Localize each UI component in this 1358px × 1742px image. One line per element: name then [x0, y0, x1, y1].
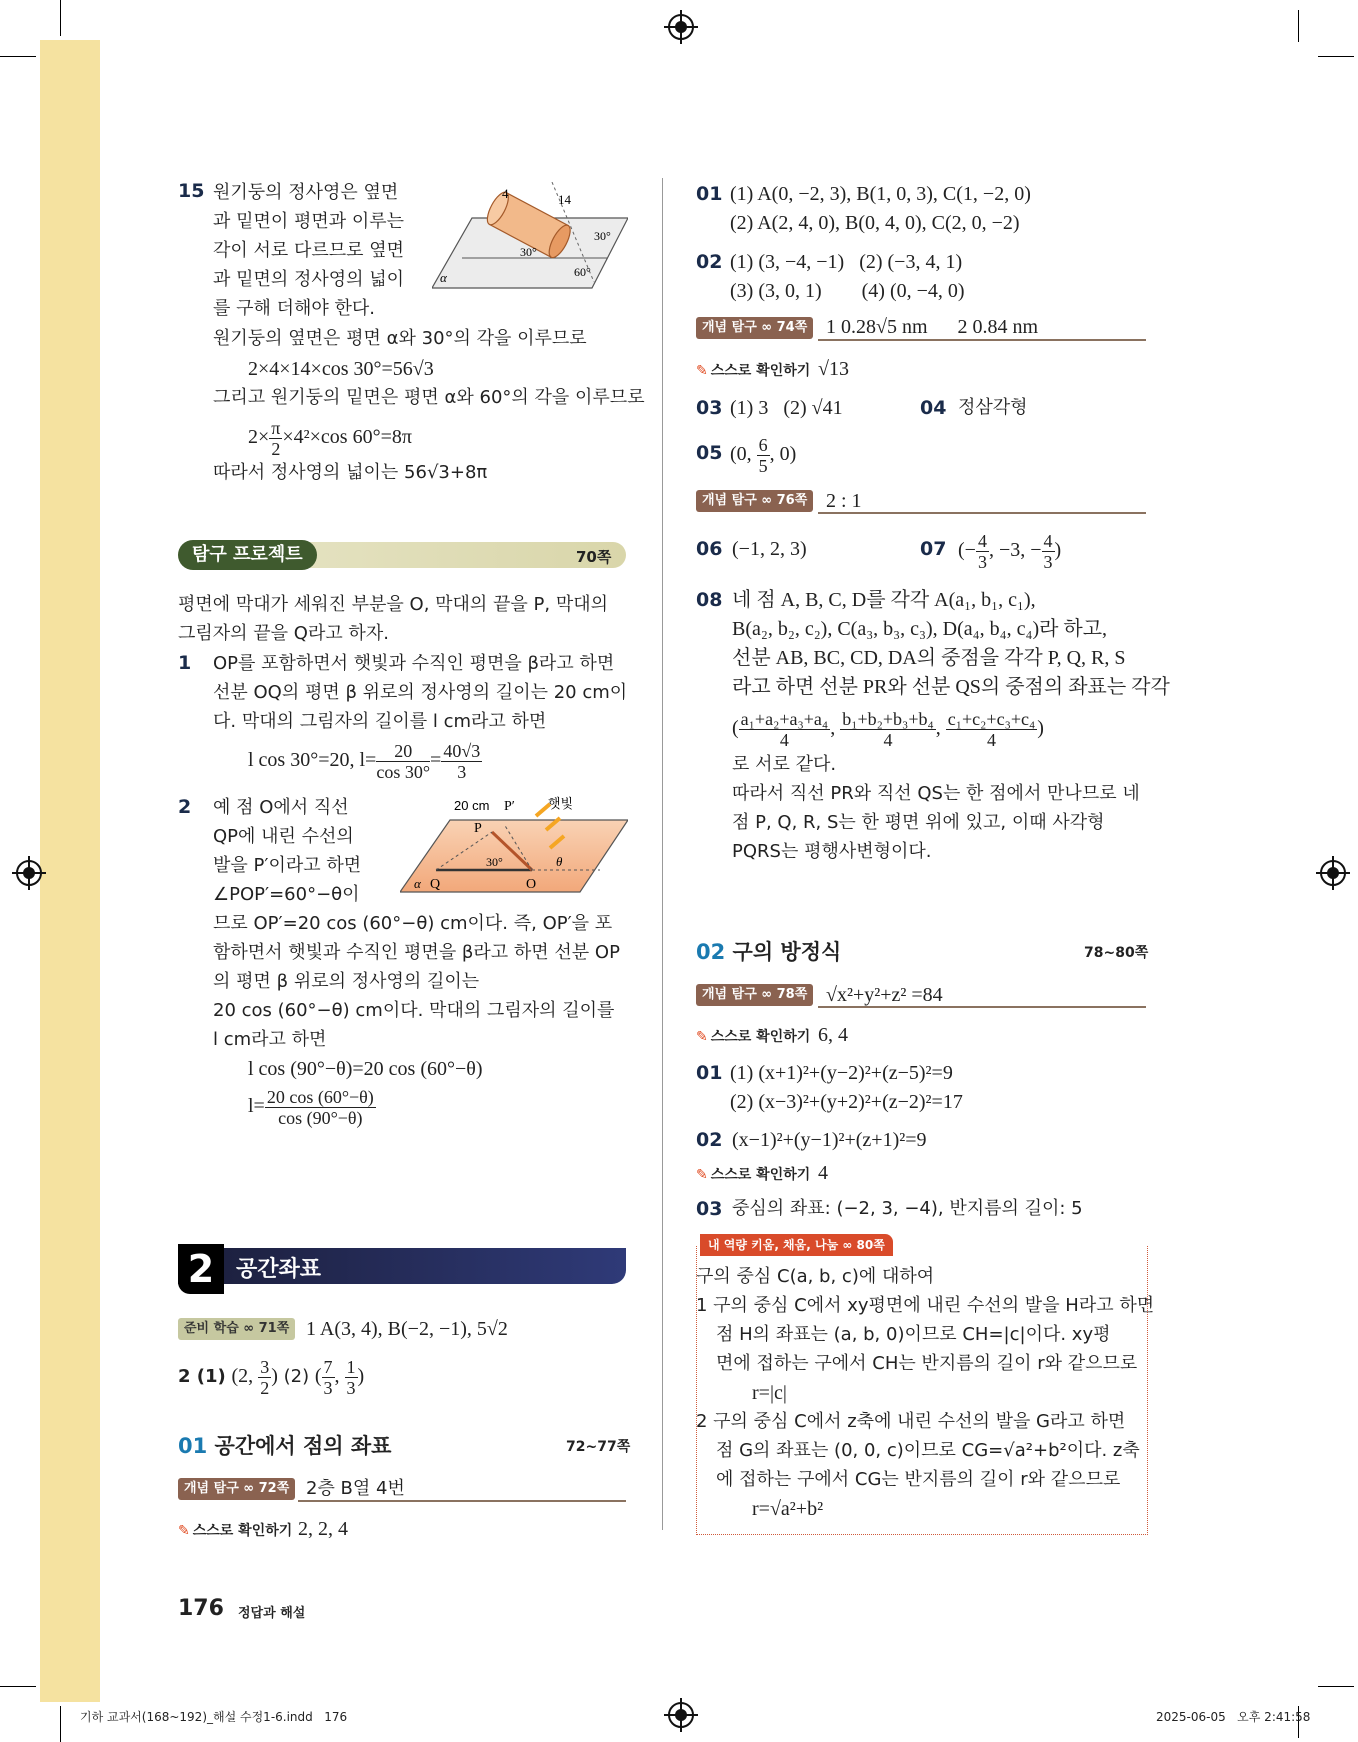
- pencil-icon: ✎: [178, 1523, 190, 1539]
- cylinder-figure: [432, 182, 628, 290]
- self-check: ✎ 스스로 확인하기: [696, 1029, 811, 1045]
- answer-line: (1) A(0, −2, 3), B(1, 0, 3), C(1, −2, 0): [730, 183, 1031, 205]
- fig-label: α: [440, 270, 447, 285]
- answer-line: 중심의 좌표: (−2, 3, −4), 반지름의 길이: 5: [732, 1198, 1083, 1219]
- answer-number: 01: [696, 183, 723, 205]
- answer-line: (1) (x+1)²+(y−2)²+(z−5)²=9: [730, 1062, 953, 1084]
- fig-label: 60°: [574, 265, 591, 279]
- box-line: 2 구의 중심 C에서 z축에 내린 수선의 발을 G라고 하면: [696, 1411, 1126, 1432]
- fig-label: 4: [502, 186, 509, 201]
- self-check: ✎ 스스로 확인하기: [696, 1167, 811, 1183]
- answer-number: 06: [696, 538, 723, 560]
- project-page: 70쪽: [576, 548, 612, 566]
- fig-label: 햇빛: [548, 796, 574, 811]
- p15-line: 원기둥의 옆면은 평면 α와 30°의 각을 이루므로: [213, 328, 587, 349]
- fig-label: 30°: [520, 245, 537, 259]
- footer-text: 정답과 해설: [238, 1606, 306, 1621]
- answer-line: PQRS는 평행사변형이다.: [732, 841, 932, 862]
- fig-label: 30°: [594, 229, 611, 243]
- p1-line: 다. 막대의 그림자의 길이를 l cm라고 하면: [213, 711, 547, 732]
- answer-number: 07: [920, 538, 947, 560]
- answer-number: 05: [696, 442, 723, 464]
- p2-line: 의 평면 β 위로의 정사영의 길이는: [213, 971, 480, 992]
- crop-mark: [60, 1706, 61, 1742]
- p2-line: 예 점 O에서 직선: [213, 797, 349, 818]
- self-check-answer: 4: [818, 1162, 828, 1184]
- margin-band: [40, 40, 100, 1702]
- box-line: r=√a²+b²: [752, 1498, 824, 1520]
- answer-line: (1) 3 (2) √41: [730, 397, 843, 419]
- answer-line: (−1, 2, 3): [732, 538, 807, 560]
- column-divider: [662, 178, 663, 1530]
- problem-number: 2: [178, 796, 192, 818]
- section-pages: 72~77쪽: [566, 1439, 631, 1455]
- crop-mark: [60, 0, 61, 36]
- concept-badge: 개념 탐구 ∞ 72쪽: [178, 1478, 295, 1500]
- fig-label: α: [414, 876, 421, 891]
- prep-answer: 1 A(3, 4), B(−2, −1), 5√2: [306, 1318, 508, 1340]
- page-number: 176: [178, 1596, 224, 1621]
- project-intro: 평면에 막대가 세워진 부분을 O, 막대의 끝을 P, 막대의: [178, 594, 608, 615]
- box-line: 점 G의 좌표는 (0, 0, c)이므로 CG=√a²+b²이다. z축: [716, 1440, 1140, 1461]
- pencil-icon: ✎: [696, 363, 708, 379]
- p2-line: 함하면서 햇빛과 수직인 평면을 β라고 하면 선분 OP: [213, 942, 620, 963]
- answer-line: 로 서로 같다.: [732, 754, 837, 775]
- p2-line: 므로 OP′=20 cos (60°−θ) cm이다. 즉, OP′을 포: [213, 913, 613, 934]
- p15-eq: 2×4×14×cos 30°=56√3: [248, 358, 434, 380]
- self-check: ✎ 스스로 확인하기: [178, 1523, 293, 1539]
- answer-line: 따라서 직선 PR와 직선 QS는 한 점에서 만나므로 네: [732, 783, 1140, 804]
- concept-badge: 개념 탐구 ∞ 76쪽: [696, 490, 813, 512]
- box-line: 면에 접하는 구에서 CH는 반지름의 길이 r와 같으므로: [716, 1353, 1138, 1374]
- answer-number: 03: [696, 397, 723, 419]
- answer-line: B(a₂, b₂, c₂), C(a₃, b₃, c₃), D(a₄, b₄, c₄)라 하고,: [732, 618, 1108, 640]
- box-line: 구의 중심 C(a, b, c)에 대하여: [696, 1266, 935, 1287]
- chapter-title: 공간좌표: [236, 1257, 322, 1282]
- concept-answer: √x²+y²+z² =84: [826, 984, 943, 1006]
- registration-mark-icon: [668, 1702, 694, 1728]
- concept-badge: 개념 탐구 ∞ 74쪽: [696, 317, 813, 339]
- p1-eq: l cos 30°=20, l= $\frac{20}{\cos 30^\circ}$ = $\frac{40√3}{3}$: [248, 740, 481, 782]
- p2-line: 발을 P′이라고 하면: [213, 855, 362, 876]
- fig-label: O: [526, 877, 537, 892]
- project-intro: 그림자의 끝을 Q라고 하자.: [178, 623, 389, 644]
- fig-label: Q: [430, 877, 441, 892]
- answer-line: 네 점 A, B, C, D를 각각 A(a₁, b₁, c₁),: [732, 589, 1036, 611]
- fig-label: θ: [556, 854, 563, 869]
- p1-line: 선분 OQ의 평면 β 위로의 정사영의 길이는 20 cm이: [213, 682, 628, 703]
- problem-number: 15: [178, 180, 205, 202]
- slug-file: 기하 교과서(168~192)_해설 수정1-6.indd 176: [80, 1710, 348, 1724]
- p1-line: OP를 포함하면서 햇빛과 수직인 평면을 β라고 하면: [213, 653, 615, 674]
- crop-mark: [1318, 1686, 1354, 1687]
- p2-eq: l cos (90°−θ)=20 cos (60°−θ): [248, 1058, 483, 1080]
- capability-title: 내 역량 키움, 채움, 나눔 ∞ 80쪽: [700, 1234, 893, 1256]
- chapter-number: 2: [178, 1244, 224, 1294]
- answer-number: 08: [696, 589, 723, 611]
- box-line: 1 구의 중심 C에서 xy평면에 내린 수선의 발을 H라고 하면: [696, 1295, 1155, 1316]
- answer-line: (0, $\frac{6}{5}$ , 0): [730, 434, 797, 476]
- answer-number: 02: [696, 1129, 723, 1151]
- prep-answer: 2 (1) (2, $\frac{3}{2}$ ) (2) ( $\frac{7}{3}$ , $\frac{1}{3}$ ): [178, 1356, 365, 1398]
- answer-line: (− $\frac{4}{3}$ , −3, − $\frac{4}{3}$ ): [958, 530, 1062, 572]
- box-line: r=|c|: [752, 1382, 787, 1404]
- section-title: 02 구의 방정식: [696, 940, 842, 964]
- prep-badge: 준비 학습 ∞ 71쪽: [178, 1318, 295, 1340]
- section-pages: 78~80쪽: [1084, 945, 1149, 961]
- answer-line: ( $\frac{\text{a₁+a₂+a₃+a₄}}{4}$ , $\frac{\text{b₁+b₂+b₃+b₄}}{4}$ , $\frac{\text{c₁+c₂+c₃+c₄}}{4}$ ): [732, 708, 1044, 750]
- self-check-answer: √13: [818, 358, 849, 380]
- fig-label: 20 cm: [454, 798, 490, 813]
- p2-line: ∠POP′=60°−θ이: [213, 884, 360, 905]
- problem-number: 1: [178, 652, 192, 674]
- answer-line: 라고 하면 선분 PR와 선분 QS의 중점의 좌표는 각각: [732, 676, 1170, 698]
- answer-line: (3) (3, 0, 1) (4) (0, −4, 0): [730, 280, 965, 302]
- p15-line: 그리고 원기둥의 밑면은 평면 α와 60°의 각을 이루므로: [213, 387, 645, 408]
- crop-mark: [1318, 56, 1354, 57]
- p2-eq: l= $\frac{20 \cos (60^\circ-\theta)}{\cos (90^\circ-\theta)}$: [248, 1086, 374, 1128]
- p15-line: 따라서 정사영의 넓이는 56√3+8π: [213, 462, 488, 483]
- answer-line: (2) A(2, 4, 0), B(0, 4, 0), C(2, 0, −2): [730, 212, 1020, 234]
- fig-label: 14: [558, 192, 571, 207]
- concept-badge: 개념 탐구 ∞ 78쪽: [696, 984, 813, 1006]
- crop-mark: [1298, 10, 1299, 42]
- self-check: ✎ 스스로 확인하기: [696, 363, 811, 379]
- registration-mark-icon: [668, 14, 694, 40]
- section-title: 01 공간에서 점의 좌표: [178, 1434, 392, 1458]
- registration-mark-icon: [16, 860, 42, 886]
- answer-line: (2) (x−3)²+(y+2)²+(z−2)²=17: [730, 1091, 963, 1113]
- self-check-answer: 2, 2, 4: [298, 1518, 348, 1540]
- crop-mark: [0, 56, 36, 57]
- concept-answer: 1 0.28√5 nm 2 0.84 nm: [826, 316, 1039, 338]
- box-line: 에 접하는 구에서 CG는 반지름의 길이 r와 같으므로: [716, 1469, 1121, 1490]
- shadow-figure: [400, 796, 628, 896]
- answer-number: 03: [696, 1198, 723, 1220]
- crop-mark: [0, 1686, 36, 1687]
- answer-number: 04: [920, 397, 947, 419]
- registration-mark-icon: [1320, 860, 1346, 886]
- answer-line: (x−1)²+(y−1)²+(z+1)²=9: [732, 1129, 927, 1151]
- p15-eq: 2× $\frac{\pi}{2}$ ×4²×cos 60°=8π: [248, 418, 412, 459]
- p2-line: QP에 내린 수선의: [213, 826, 354, 847]
- fig-label: P: [474, 821, 482, 836]
- project-title: 탐구 프로젝트: [178, 540, 317, 570]
- answer-number: 02: [696, 251, 723, 273]
- slug-date: 2025-06-05 오후 2:41:58: [1156, 1710, 1311, 1724]
- box-line: 점 H의 좌표는 (a, b, 0)이므로 CH=|c|이다. xy평: [716, 1324, 1111, 1345]
- concept-answer: 2 : 1: [826, 490, 862, 512]
- answer-line: 정삼각형: [958, 397, 1028, 418]
- answer-number: 01: [696, 1062, 723, 1084]
- answer-line: 점 P, Q, R, S는 한 평면 위에 있고, 이때 사각형: [732, 812, 1105, 833]
- concept-rule: [818, 512, 1146, 514]
- pencil-icon: ✎: [696, 1029, 708, 1045]
- p2-line: l cm라고 하면: [213, 1029, 327, 1050]
- pencil-icon: ✎: [696, 1167, 708, 1183]
- answer-line: 선분 AB, BC, CD, DA의 중점을 각각 P, Q, R, S: [732, 647, 1126, 669]
- p2-line: 20 cos (60°−θ) cm이다. 막대의 그림자의 길이를: [213, 1000, 615, 1021]
- answer-line: (1) (3, −4, −1) (2) (−3, 4, 1): [730, 251, 963, 273]
- fig-label: P′: [504, 799, 515, 814]
- self-check-answer: 6, 4: [818, 1024, 848, 1046]
- concept-answer: 2층 B열 4번: [306, 1478, 405, 1499]
- fig-label: 30°: [486, 855, 503, 869]
